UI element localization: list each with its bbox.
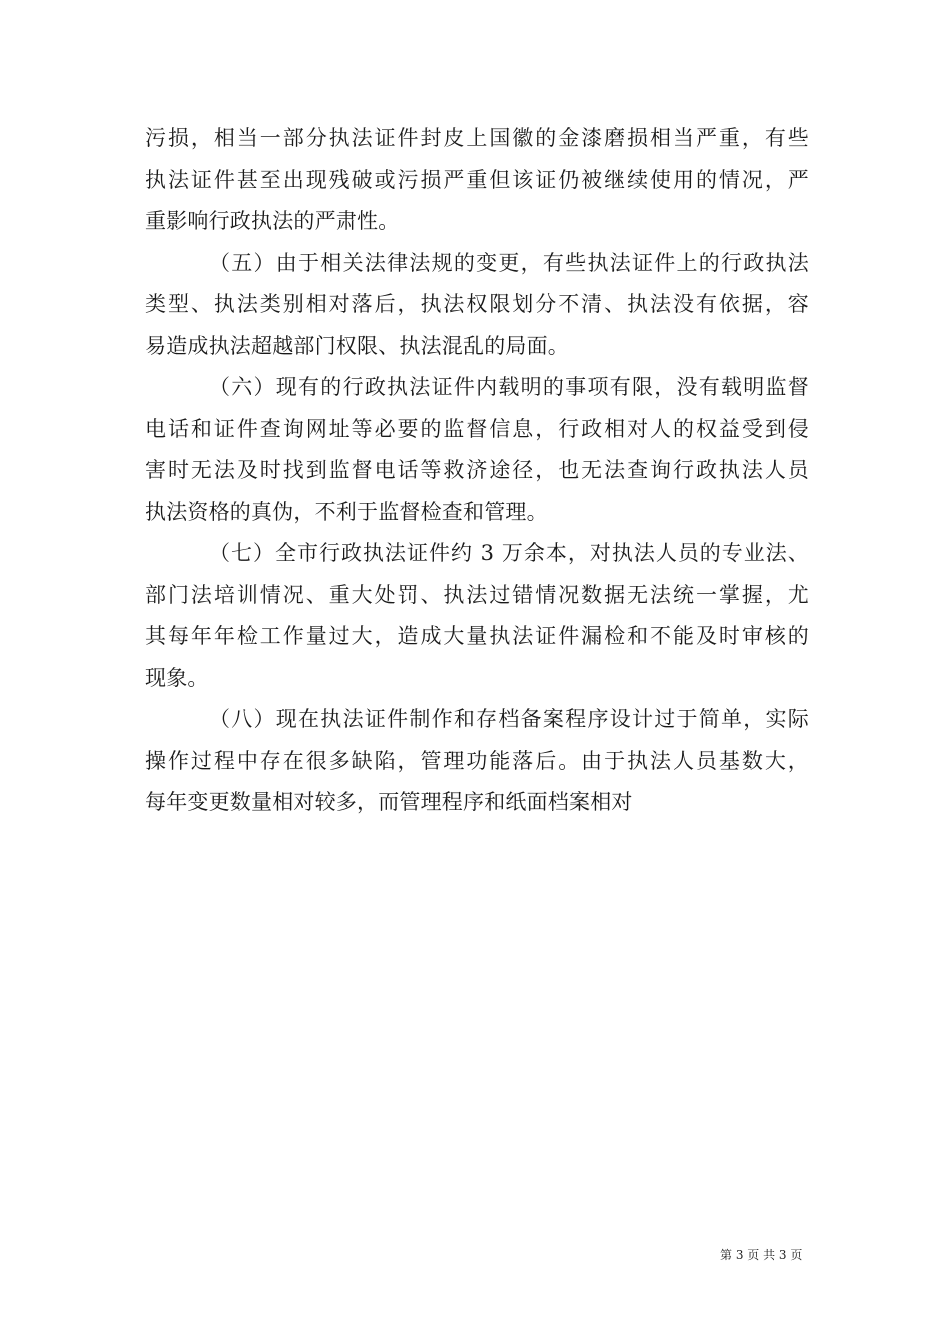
text-line: 执法证件甚至出现残破或污损严重但该证仍被继续使用的情况，严 <box>145 167 809 192</box>
text-line: （五）由于相关法律法规的变更，有些执法证件上的行政执法 <box>209 250 809 275</box>
text-line: 类型、执法类别相对落后，执法权限划分不清、执法没有依据，容 <box>145 292 809 316</box>
text-line: 其每年年检工作量过大，造成大量执法证件漏检和不能及时审核的 <box>145 624 809 648</box>
text-line: 每年变更数量相对较多，而管理程序和纸面档案相对 <box>145 790 633 814</box>
text-line: 害时无法及时找到监督电话等救济途径，也无法查询行政执法人员 <box>145 458 809 482</box>
paragraph-continuation <box>145 118 809 243</box>
paragraph-item-5 <box>145 243 809 368</box>
text-line: 部门法培训情况、重大处罚、执法过错情况数据无法统一掌握，尤 <box>145 582 809 607</box>
text-line: （六）现有的行政执法证件内载明的事项有限，没有载明监督 <box>209 375 809 399</box>
document-body <box>145 118 809 824</box>
paragraph-item-7 <box>145 533 809 699</box>
text-line: 执法资格的真伪，不利于监督检查和管理。 <box>145 499 548 524</box>
text-line: 重影响行政执法的严肃性。 <box>145 209 400 233</box>
text-line: （八）现在执法证件制作和存档备案程序设计过于简单，实际 <box>209 707 809 731</box>
text-line: 操作过程中存在很多缺陷，管理功能落后。由于执法人员基数大， <box>145 748 809 773</box>
text-line: 电话和证件查询网址等必要的监督信息，行政相对人的权益受到侵 <box>145 416 809 441</box>
page-number-footer: 第 3 页 共 3 页 <box>720 1248 803 1262</box>
text-line: （七）全市行政执法证件约 3 万余本，对执法人员的专业法、 <box>209 541 809 565</box>
paragraph-item-8 <box>145 699 809 824</box>
text-line: 污损，相当一部分执法证件封皮上国徽的金漆磨损相当严重，有些 <box>145 126 809 150</box>
paragraph-item-6 <box>145 367 809 533</box>
text-line: 易造成执法超越部门权限、执法混乱的局面。 <box>145 333 569 358</box>
text-line: 现象。 <box>145 665 209 690</box>
